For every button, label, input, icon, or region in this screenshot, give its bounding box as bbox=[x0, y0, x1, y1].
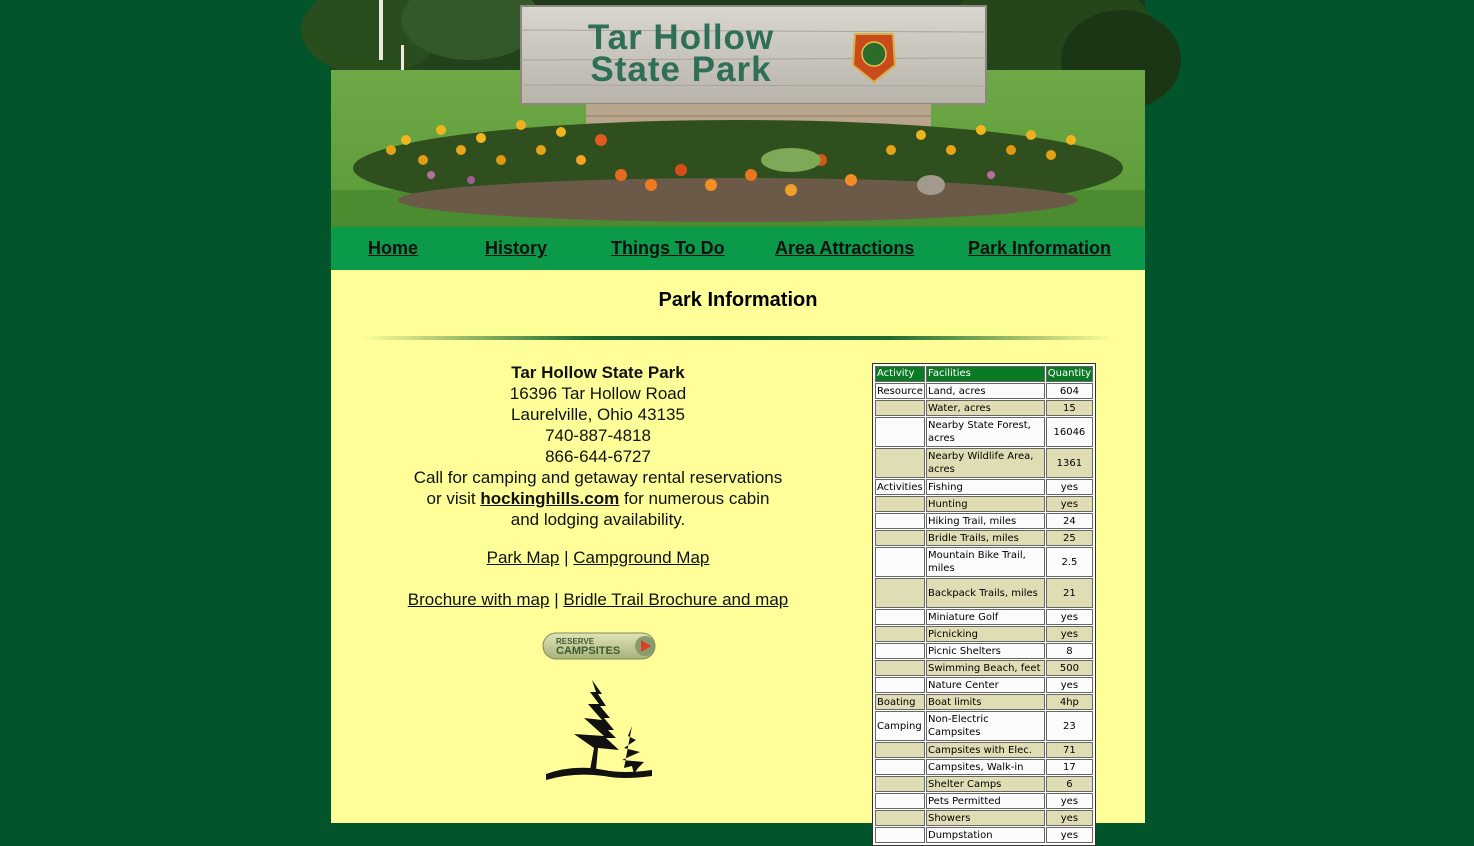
cell-facility: Hiking Trail, miles bbox=[926, 513, 1045, 529]
reserve-campsites-button[interactable] bbox=[542, 632, 656, 660]
header-quantity: Quantity bbox=[1046, 366, 1093, 382]
hockinghills-link[interactable]: hockinghills.com bbox=[480, 489, 620, 508]
page-title: Park Information bbox=[658, 289, 818, 311]
cell-quantity: 8 bbox=[1046, 643, 1093, 659]
table-row bbox=[875, 496, 1093, 512]
table-row bbox=[875, 827, 1093, 843]
cell-activity bbox=[875, 677, 925, 693]
cell-facility: Swimming Beach, feet bbox=[926, 660, 1045, 676]
cell-quantity: 4hp bbox=[1046, 694, 1093, 710]
table-row bbox=[875, 578, 1093, 608]
cell-activity bbox=[875, 759, 925, 775]
cell-activity bbox=[875, 643, 925, 659]
cell-facility: Campsites, Walk-in bbox=[926, 759, 1045, 775]
table-row bbox=[875, 417, 1093, 447]
cell-quantity: yes bbox=[1046, 496, 1093, 512]
cell-facility: Fishing bbox=[926, 479, 1045, 495]
cell-quantity: yes bbox=[1046, 479, 1093, 495]
cell-quantity: 1361 bbox=[1046, 448, 1093, 478]
cell-facility: Nearby State Forest, acres bbox=[926, 417, 1045, 447]
table-row bbox=[875, 694, 1093, 710]
table-row bbox=[875, 513, 1093, 529]
cell-quantity: 604 bbox=[1046, 383, 1093, 399]
cell-facility: Land, acres bbox=[926, 383, 1045, 399]
table-row bbox=[875, 530, 1093, 546]
header-activity: Activity bbox=[875, 366, 925, 382]
table-row bbox=[875, 759, 1093, 775]
nav-history[interactable]: History bbox=[485, 238, 548, 258]
cell-facility: Picnicking bbox=[926, 626, 1045, 642]
sign-line-1: Tar Hollow bbox=[587, 18, 775, 57]
nav-park-information[interactable]: Park Information bbox=[968, 238, 1112, 258]
reservation-text-2: or visit hockinghills.com for numerous cabin bbox=[426, 489, 770, 508]
cell-activity bbox=[875, 530, 925, 546]
cell-quantity: 2.5 bbox=[1046, 547, 1093, 577]
table-row bbox=[875, 547, 1093, 577]
park-map-link[interactable]: Park Map bbox=[486, 548, 560, 567]
table-row bbox=[875, 448, 1093, 478]
table-row bbox=[875, 626, 1093, 642]
nav-things-to-do[interactable]: Things To Do bbox=[611, 238, 725, 258]
cell-facility: Shelter Camps bbox=[926, 776, 1045, 792]
cell-facility: Water, acres bbox=[926, 400, 1045, 416]
table-row bbox=[875, 711, 1093, 741]
table-row bbox=[875, 677, 1093, 693]
cell-quantity: 71 bbox=[1046, 742, 1093, 758]
reserve-label-2: CAMPSITES bbox=[556, 645, 621, 657]
table-row bbox=[875, 383, 1093, 399]
cell-facility: Pets Permitted bbox=[926, 793, 1045, 809]
cell-facility: Non-Electric Campsites bbox=[926, 711, 1045, 741]
cell-facility: Bridle Trails, miles bbox=[926, 530, 1045, 546]
cell-facility: Hunting bbox=[926, 496, 1045, 512]
cell-quantity: yes bbox=[1046, 827, 1093, 843]
table-row bbox=[875, 400, 1093, 416]
cell-activity bbox=[875, 400, 925, 416]
cell-facility: Picnic Shelters bbox=[926, 643, 1045, 659]
table-row bbox=[875, 776, 1093, 792]
cell-activity bbox=[875, 776, 925, 792]
cell-facility: Campsites with Elec. bbox=[926, 742, 1045, 758]
cell-quantity: 24 bbox=[1046, 513, 1093, 529]
cell-activity bbox=[875, 827, 925, 843]
cell-activity bbox=[875, 609, 925, 625]
cell-quantity: 23 bbox=[1046, 711, 1093, 741]
cell-activity: Boating bbox=[875, 694, 925, 710]
cell-activity bbox=[875, 626, 925, 642]
main-nav bbox=[331, 227, 1145, 270]
cell-quantity: 17 bbox=[1046, 759, 1093, 775]
cell-quantity: 500 bbox=[1046, 660, 1093, 676]
cell-activity bbox=[875, 417, 925, 447]
cell-quantity: 6 bbox=[1046, 776, 1093, 792]
cell-facility: Dumpstation bbox=[926, 827, 1045, 843]
table-row bbox=[875, 643, 1093, 659]
cell-facility: Miniature Golf bbox=[926, 609, 1045, 625]
cell-quantity: 15 bbox=[1046, 400, 1093, 416]
header-facilities: Facilities bbox=[926, 366, 1045, 382]
map-links bbox=[388, 547, 808, 568]
cell-quantity: 21 bbox=[1046, 578, 1093, 608]
table-row bbox=[875, 609, 1093, 625]
cell-facility: Showers bbox=[926, 810, 1045, 826]
brochure-link[interactable]: Brochure with map bbox=[407, 590, 550, 609]
cell-activity: Activities bbox=[875, 479, 925, 495]
table-row bbox=[875, 793, 1093, 809]
cell-facility: Backpack Trails, miles bbox=[926, 578, 1045, 608]
reservation-text-3: and lodging availability. bbox=[510, 510, 686, 529]
brochure-links bbox=[388, 589, 808, 610]
table-header bbox=[875, 366, 1093, 382]
cell-activity bbox=[875, 660, 925, 676]
cell-activity bbox=[875, 810, 925, 826]
cell-quantity: yes bbox=[1046, 793, 1093, 809]
link-separator: | bbox=[554, 590, 559, 609]
reserve-label-1: RESERVE bbox=[556, 637, 595, 646]
cell-facility: Nature Center bbox=[926, 677, 1045, 693]
cell-activity: Camping bbox=[875, 711, 925, 741]
reservation-text: Call for camping and getaway rental reservations bbox=[413, 468, 783, 487]
cell-activity bbox=[875, 496, 925, 512]
table-row bbox=[875, 810, 1093, 826]
divider bbox=[361, 336, 1115, 340]
phone-2: 866-644-6727 bbox=[545, 447, 651, 466]
cell-activity bbox=[875, 578, 925, 608]
pine-tree-logo bbox=[544, 678, 654, 788]
cell-quantity: yes bbox=[1046, 609, 1093, 625]
cell-facility: Mountain Bike Trail, miles bbox=[926, 547, 1045, 577]
table-row bbox=[875, 479, 1093, 495]
city-address: Laurelville, Ohio 43135 bbox=[511, 405, 685, 424]
sign-title bbox=[521, 18, 841, 89]
cell-activity bbox=[875, 513, 925, 529]
cell-quantity: yes bbox=[1046, 677, 1093, 693]
cell-activity bbox=[875, 793, 925, 809]
street-address: 16396 Tar Hollow Road bbox=[509, 384, 687, 403]
banner-photo bbox=[331, 0, 1145, 227]
nav-home[interactable]: Home bbox=[368, 238, 419, 258]
content-panel bbox=[331, 0, 1145, 841]
cell-quantity: yes bbox=[1046, 810, 1093, 826]
cell-activity bbox=[875, 547, 925, 577]
cell-facility: Boat limits bbox=[926, 694, 1045, 710]
table-row bbox=[875, 660, 1093, 676]
bridle-brochure-link[interactable]: Bridle Trail Brochure and map bbox=[563, 590, 789, 609]
park-address-block bbox=[388, 362, 808, 610]
facilities-table bbox=[872, 363, 1096, 846]
park-name: Tar Hollow State Park bbox=[511, 363, 685, 382]
link-separator: | bbox=[564, 548, 569, 567]
nav-area-attractions[interactable]: Area Attractions bbox=[775, 238, 915, 258]
phone-1: 740-887-4818 bbox=[545, 426, 651, 445]
cell-activity bbox=[875, 448, 925, 478]
cell-quantity: yes bbox=[1046, 626, 1093, 642]
cell-facility: Nearby Wildlife Area, acres bbox=[926, 448, 1045, 478]
cell-activity bbox=[875, 742, 925, 758]
sign-line-2: State Park bbox=[590, 50, 772, 89]
table-row bbox=[875, 742, 1093, 758]
cell-quantity: 25 bbox=[1046, 530, 1093, 546]
campground-map-link[interactable]: Campground Map bbox=[573, 548, 710, 567]
cell-activity: Resource bbox=[875, 383, 925, 399]
cell-quantity: 16046 bbox=[1046, 417, 1093, 447]
